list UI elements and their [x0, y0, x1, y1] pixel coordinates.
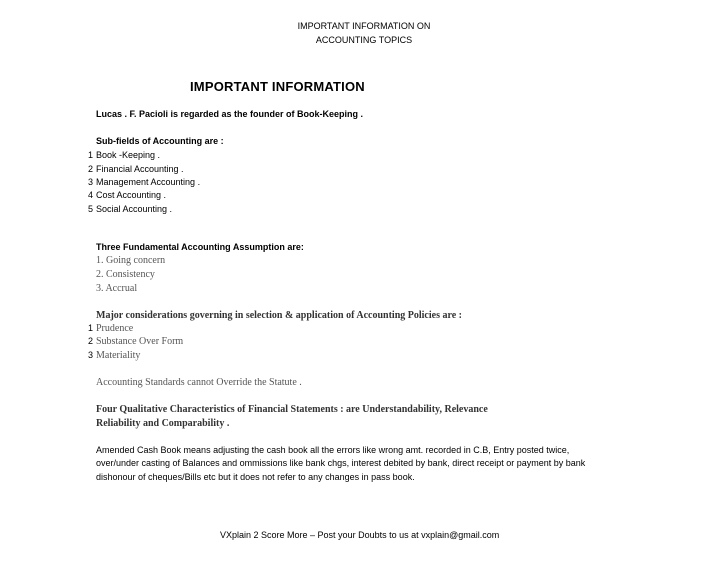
amended-cash-book-line-2: over/under casting of Balances and ommissions like bank chgs, interest debited by bank, direct receipt or payment by bank [96, 458, 586, 468]
document-header-line-2: ACCOUNTING TOPICS [315, 35, 413, 45]
list-text: Substance Over Form [96, 336, 184, 347]
list-number: 2 [88, 336, 94, 346]
list-number: 1 [88, 150, 94, 160]
amended-cash-book-line-3: dishonour of cheques/Bills etc but it does not refer to any changes in pass book. [96, 472, 415, 482]
list-text: Cost Accounting . [96, 190, 167, 200]
list-text: Prudence [96, 323, 134, 334]
subfield-item [88, 150, 160, 160]
list-number: 3 [88, 350, 94, 360]
assumption-item: 3. Accrual [96, 283, 138, 294]
assumptions-heading: Three Fundamental Accounting Assumption are: [96, 242, 304, 252]
list-text: Materiality [96, 350, 141, 361]
document-header-line-1: IMPORTANT INFORMATION ON [297, 21, 431, 31]
qualitative-line-1: Four Qualitative Characteristics of Financial Statements : are Understandability, Relevance [96, 404, 488, 415]
page-title: IMPORTANT INFORMATION [190, 79, 365, 94]
list-number: 2 [88, 164, 94, 174]
footer-text: VXplain 2 Score More – Post your Doubts to us at vxplain@gmail.com [220, 530, 500, 540]
subfield-item [88, 190, 166, 200]
assumption-item: 1. Going concern [96, 255, 166, 266]
subfield-item [88, 177, 200, 187]
founder-statement: Lucas . F. Pacioli is regarded as the founder of Book-Keeping . [96, 109, 364, 119]
assumption-item: 2. Consistency [96, 269, 155, 280]
list-number: 3 [88, 177, 94, 187]
subfield-item [88, 164, 184, 174]
subfields-heading: Sub-fields of Accounting are : [96, 136, 224, 146]
list-number: 5 [88, 204, 94, 214]
subfield-item [88, 204, 172, 214]
standards-note: Accounting Standards cannot Override the Statute . [96, 377, 302, 388]
list-text: Management Accounting . [96, 177, 201, 187]
list-number: 4 [88, 190, 94, 200]
policy-item [88, 350, 140, 361]
amended-cash-book-line-1: Amended Cash Book means adjusting the cash book all the errors like wrong amt. recorded in C.B, Entry posted twice, [96, 445, 570, 455]
policy-item [88, 323, 133, 334]
list-text: Social Accounting . [96, 204, 173, 214]
policies-heading: Major considerations governing in selection & application of Accounting Policies are : [96, 310, 462, 321]
qualitative-line-2: Reliability and Comparability . [96, 418, 230, 429]
list-text: Book -Keeping . [96, 150, 161, 160]
list-text: Financial Accounting . [96, 164, 184, 174]
list-number: 1 [88, 323, 94, 333]
policy-item [88, 336, 183, 347]
